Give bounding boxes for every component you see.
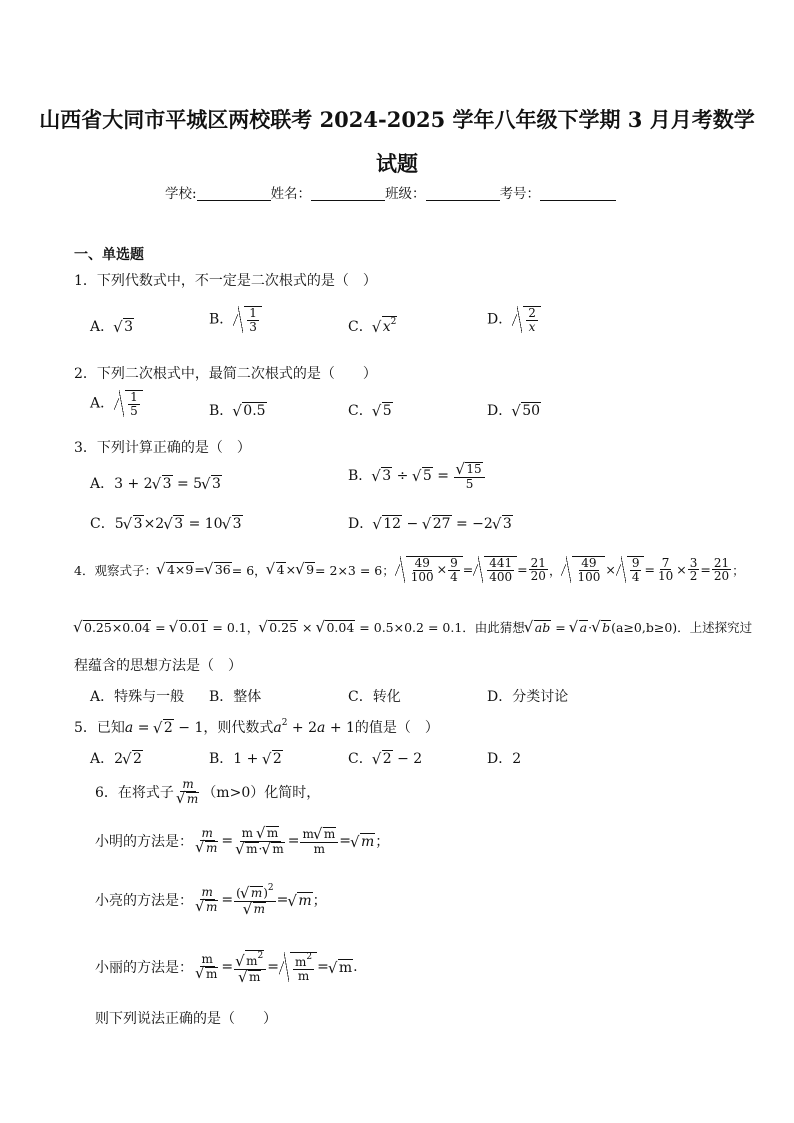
fraction: [234, 950, 266, 985]
numerator: 7: [661, 555, 670, 570]
radical: [413, 467, 433, 484]
expr-text: 3 + 2: [114, 476, 153, 492]
stem-text: 6．在将式子: [95, 785, 174, 802]
radical: [373, 515, 402, 532]
radicand: 2: [272, 751, 282, 767]
question-5-option-a[interactable]: [90, 748, 143, 768]
operator: =: [221, 892, 234, 909]
operator: =: [700, 562, 711, 578]
radicand: m: [206, 840, 218, 855]
radicand: m: [206, 899, 218, 914]
radical: [570, 620, 588, 635]
xiaoli-method: [95, 950, 358, 985]
radicand: 3: [502, 516, 512, 532]
radical: [205, 562, 232, 577]
denominator: x: [528, 319, 536, 334]
question-2-option-c[interactable]: [348, 400, 393, 420]
radicand: 2: [133, 751, 142, 767]
operator: =: [133, 720, 154, 736]
exponent: 2: [281, 718, 288, 728]
question-3-option-a[interactable]: [90, 473, 222, 493]
radicand: 2: [382, 751, 392, 767]
question-6-closing: 则下列说法正确的是（ ）: [95, 1011, 277, 1027]
operator: ×2: [143, 516, 165, 532]
section-heading: 一、单选题: [74, 247, 144, 263]
numerator: 1: [249, 306, 257, 320]
expr-text: ；: [312, 893, 327, 910]
radicand: m: [323, 827, 336, 842]
numerator: m: [294, 955, 307, 970]
radical: [233, 306, 262, 333]
expr-text: + 2: [287, 720, 318, 736]
radicand: 50: [522, 403, 541, 419]
radicand: 4: [276, 561, 285, 577]
radicand: m: [253, 901, 266, 916]
radical: [114, 318, 134, 335]
radicand: 3: [212, 476, 221, 492]
expr-text: ．上述探究过: [677, 620, 753, 635]
numerator: 3: [689, 555, 698, 570]
denominator: 5: [465, 476, 474, 491]
question-2-option-d[interactable]: [487, 400, 541, 420]
radicand: 5: [422, 468, 432, 485]
operator: ·: [258, 841, 263, 856]
exponent: 2: [306, 952, 313, 963]
radical: [616, 556, 645, 583]
question-2-option-b[interactable]: [209, 400, 267, 420]
fraction: [300, 827, 338, 855]
expr-text: m: [241, 826, 257, 840]
option-letter: A．: [90, 476, 115, 492]
operator: =: [221, 959, 234, 976]
radicand: a: [579, 620, 588, 635]
radicand: 9: [306, 561, 315, 577]
radicand: x: [382, 319, 391, 335]
radical: [423, 515, 452, 532]
fraction: [712, 557, 731, 583]
radical: [202, 475, 222, 492]
exponent: 2: [257, 951, 264, 961]
numerator: 9: [631, 556, 640, 570]
school-label: 学校:: [165, 186, 197, 202]
question-4-line-3: 程蕴含的思想方法是（ ）: [74, 658, 242, 674]
option-letter: C．: [348, 319, 373, 335]
radical: [233, 402, 266, 419]
radicand: m: [250, 886, 263, 900]
fraction: [194, 953, 220, 981]
radical: [525, 620, 551, 635]
option-letter: C．: [348, 751, 373, 767]
name-blank[interactable]: [311, 186, 385, 201]
xiaoming-method: [95, 826, 389, 857]
denominator: m: [297, 968, 310, 983]
exponent: 2: [267, 883, 274, 893]
expr-text: 1 +: [233, 751, 263, 767]
operator: =: [151, 620, 170, 635]
operator: ×: [436, 561, 448, 577]
radical: [493, 515, 513, 532]
radical: [223, 515, 243, 532]
radicand: 4×9: [166, 561, 194, 577]
xiaoliang-method: [95, 884, 327, 917]
radicand: 3: [133, 516, 143, 532]
student-info-line: [165, 182, 616, 202]
radicand: b: [602, 620, 611, 635]
radicand: 3: [174, 516, 184, 532]
stem-text: 5．已知: [74, 720, 125, 736]
radicand: 0.25: [269, 620, 298, 635]
option-letter: A．: [90, 751, 115, 767]
expr-text: = 0.1，: [208, 620, 260, 635]
radicand: 15: [466, 462, 482, 476]
method-label: 小亮的方法是：: [95, 893, 193, 910]
expr-text: m: [302, 827, 314, 842]
question-3-option-c[interactable]: [90, 513, 243, 533]
numerator: 2: [528, 306, 536, 320]
radical: [123, 750, 143, 767]
radical: [351, 833, 375, 850]
option-letter: C．: [348, 403, 373, 419]
stem-text: 4．观察式子：: [74, 562, 157, 578]
question-4-option-d[interactable]: D．分类讨论: [487, 689, 569, 705]
denominator: 10: [657, 569, 674, 584]
radicand: m: [298, 892, 312, 909]
question-4-option-c[interactable]: C．转化: [348, 689, 401, 705]
option-letter: B．: [209, 751, 234, 767]
fraction: [688, 557, 700, 583]
denominator: 4: [450, 569, 458, 584]
radicand: 3: [162, 476, 172, 492]
radical: [267, 562, 286, 577]
radicand: 0.25×0.04: [84, 620, 151, 635]
denominator: 2: [689, 569, 698, 584]
question-4-line-1: [74, 556, 745, 583]
option-letter: A．: [90, 395, 115, 412]
radicand: 36: [214, 561, 231, 577]
radicand: 3: [382, 468, 392, 485]
numerator: m: [201, 826, 213, 841]
question-1-option-c[interactable]: [348, 316, 397, 336]
radical: [373, 750, 393, 767]
operator: = 10: [184, 516, 223, 532]
radicand: 2: [163, 720, 173, 736]
operator: ×: [605, 562, 616, 578]
denominator: 100: [410, 569, 434, 584]
operator: ·: [588, 620, 593, 635]
operator: = −2: [451, 516, 493, 532]
operator: =: [339, 833, 351, 850]
radical: [164, 515, 184, 532]
name-label: 姓名：: [270, 186, 312, 202]
numerator: m: [201, 952, 213, 967]
question-6-stem: [95, 778, 320, 806]
operator: =: [267, 959, 279, 976]
expr-text: = 5: [172, 476, 203, 492]
radical: [473, 556, 517, 583]
radical: [512, 402, 541, 419]
numerator: m: [182, 777, 194, 791]
numerator: 441: [489, 556, 513, 570]
id-label: 考号：: [499, 186, 541, 202]
operator: =: [462, 562, 474, 578]
exponent: 2: [390, 317, 397, 327]
fraction: [194, 886, 220, 914]
numerator: 49: [581, 556, 597, 570]
radical: [296, 562, 315, 577]
radicand: m: [186, 791, 199, 806]
question-2-option-a[interactable]: [90, 390, 143, 417]
fraction: [194, 827, 220, 855]
operator: =: [221, 833, 234, 850]
operator: =: [287, 833, 300, 850]
question-3-option-d[interactable]: [348, 513, 513, 533]
variable: a: [273, 720, 282, 736]
numerator: 49: [414, 556, 430, 570]
denominator: 20: [530, 569, 546, 584]
operator: −: [402, 516, 423, 532]
numerator: 9: [450, 556, 458, 570]
radical: [157, 562, 194, 577]
radical: [395, 556, 463, 583]
radicand: 27: [432, 516, 451, 532]
expr-text: 5: [114, 516, 124, 532]
expr-text: ，: [548, 562, 562, 578]
method-label: 小丽的方法是：: [95, 960, 193, 977]
operator: =: [194, 562, 205, 578]
denominator: 5: [130, 403, 138, 418]
radicand: m: [338, 959, 353, 976]
radical: [329, 959, 353, 976]
question-2-stem: 2．下列二次根式中，最简二次根式的是（ ）: [74, 366, 377, 382]
radical: [74, 620, 151, 635]
radicand: m: [206, 966, 218, 981]
radical: [288, 892, 312, 909]
stem-text: + 1的值是（ ）: [325, 720, 439, 736]
expr-text: = 0.5×0.2 = 0.1．由此猜想: [355, 620, 525, 635]
radical: [316, 620, 355, 635]
fraction: [234, 826, 287, 857]
radicand: 12: [383, 516, 402, 532]
option-letter: A．: [90, 319, 115, 335]
operator: =: [432, 468, 454, 485]
numerator: 21: [530, 555, 546, 570]
option-letter: B．: [348, 468, 373, 485]
class-blank[interactable]: [426, 186, 500, 201]
radicand: 3: [232, 516, 242, 532]
operator: =: [276, 892, 289, 909]
option-letter: D．: [487, 311, 513, 328]
option-letter: B．: [209, 311, 234, 328]
numerator: 21: [713, 555, 730, 570]
question-5-option-c[interactable]: [348, 748, 422, 768]
radicand: m: [272, 841, 284, 856]
expr-text: 2: [114, 751, 124, 767]
radicand: m: [246, 954, 258, 968]
class-label: 班级：: [385, 186, 426, 202]
radical: [512, 306, 541, 333]
fraction: [454, 462, 484, 490]
expr-text: − 2: [392, 751, 423, 767]
radicand: 0.04: [326, 620, 355, 635]
radicand: 3: [124, 319, 134, 335]
fraction: [656, 557, 675, 583]
id-blank[interactable]: [540, 186, 616, 201]
denominator: m: [313, 841, 326, 856]
radicand: m: [360, 833, 375, 850]
radical: [154, 719, 174, 736]
question-3-stem: 3．下列计算正确的是（ ）: [74, 440, 251, 456]
radical: [124, 515, 144, 532]
expr-text: = 2×3 = 6；: [315, 562, 395, 578]
radical: [372, 467, 392, 484]
method-label: 小明的方法是：: [95, 834, 193, 851]
radical: [259, 620, 298, 635]
question-4-line-2: [74, 618, 752, 636]
denominator: 3: [249, 319, 257, 334]
radicand: 0.01: [179, 620, 208, 635]
option-letter: D．: [487, 403, 513, 419]
radical: [170, 620, 209, 635]
question-1-option-d[interactable]: [487, 306, 541, 333]
operator: ×: [298, 620, 317, 635]
question-5-option-b[interactable]: [209, 748, 283, 768]
radicand: m: [246, 841, 258, 856]
radicand: ab: [534, 620, 551, 635]
variable: a: [124, 720, 134, 736]
fraction: [529, 557, 548, 583]
option-letter: C．: [90, 516, 115, 532]
expr-text: = 6，: [231, 562, 267, 578]
question-5-stem: [74, 717, 439, 737]
page-title-line2: 试题: [376, 151, 418, 176]
operator: =: [644, 562, 655, 578]
radicand: 5: [382, 403, 392, 419]
page-title: 山西省大同市平城区两校联考 2024-2025 学年八年级下学期 3 月月考数学: [39, 107, 755, 132]
denominator: 20: [713, 569, 730, 584]
variable: a: [317, 720, 326, 736]
radical: [373, 402, 393, 419]
radical: [561, 556, 605, 583]
expr-text: .: [353, 959, 358, 976]
denominator: 100: [577, 569, 601, 584]
radical: [114, 390, 143, 417]
stem-text: − 1，则代数式: [173, 720, 274, 736]
radicand: m: [248, 969, 261, 984]
operator: =: [551, 620, 570, 635]
fraction: [175, 778, 201, 806]
operator: =: [517, 562, 528, 578]
operator: =: [317, 959, 329, 976]
question-1-option-a[interactable]: [90, 316, 134, 336]
operator: ÷: [392, 468, 413, 485]
numerator: 1: [130, 390, 138, 404]
question-5-option-d[interactable]: D．2: [487, 751, 522, 767]
question-4-option-a[interactable]: A．特殊与一般: [90, 689, 185, 705]
radicand: m: [266, 826, 279, 840]
radicand: 0.5: [243, 403, 266, 419]
operator: ×: [676, 562, 687, 578]
question-1-option-b[interactable]: [209, 306, 262, 333]
denominator: 4: [631, 569, 640, 584]
operator: ×: [285, 562, 297, 578]
question-1-stem: 1．下列代数式中，不一定是二次根式的是（ ）: [74, 273, 377, 289]
radical: [279, 952, 317, 982]
option-letter: D．: [348, 516, 374, 532]
condition: (a≥0,b≥0): [611, 620, 678, 635]
stem-text: （m>0）化简时，: [202, 785, 321, 802]
radical: [592, 620, 611, 635]
question-4-option-b[interactable]: B．整体: [209, 689, 262, 705]
radical: [153, 475, 173, 492]
radical: [373, 316, 398, 335]
school-blank[interactable]: [197, 186, 271, 201]
question-3-option-b[interactable]: [348, 462, 486, 490]
option-letter: B．: [209, 403, 234, 419]
expr-text: ；: [732, 562, 745, 578]
expr-text: ；: [375, 834, 390, 851]
radical: [263, 750, 283, 767]
denominator: 400: [489, 569, 513, 584]
numerator: m: [201, 885, 213, 900]
fraction: (√ m)$^2$ √ m: [234, 884, 276, 917]
